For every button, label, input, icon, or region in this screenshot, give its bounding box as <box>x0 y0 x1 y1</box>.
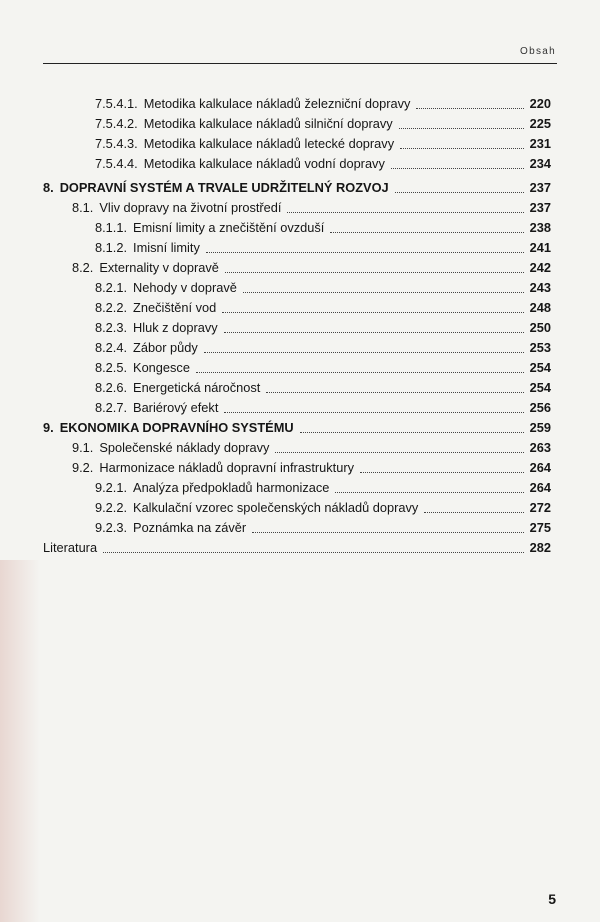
toc-entry-number: 7.5.4.1. <box>95 96 138 111</box>
toc-entry-page: 243 <box>529 280 551 295</box>
toc-entry <box>95 516 551 536</box>
toc-entry-number: 9.1. <box>72 440 94 455</box>
toc-entry-title: Kongesce <box>133 360 190 375</box>
toc-entry <box>95 152 551 172</box>
toc-entry-page: 225 <box>529 116 551 131</box>
toc-entry-title: Zábor půdy <box>133 340 198 355</box>
toc-entry-title: Vliv dopravy na životní prostředí <box>99 200 282 215</box>
dot-leader <box>300 431 524 433</box>
toc-entry-page: 238 <box>529 220 551 235</box>
toc-entry-number: 8.2.6. <box>95 380 128 395</box>
toc-entry <box>95 132 551 152</box>
toc-entry <box>43 176 551 196</box>
toc-entry-title: Bariérový efekt <box>133 400 219 415</box>
toc-entry <box>95 216 551 236</box>
toc-entry-number: 8.2.3. <box>95 320 128 335</box>
toc-entry-number: 7.5.4.4. <box>95 156 138 171</box>
dot-leader <box>266 391 523 393</box>
toc-entry-number: 8.1.2. <box>95 240 128 255</box>
toc-entry <box>95 236 551 256</box>
toc-entry-page: 282 <box>529 540 551 555</box>
toc-entry-title: Znečištění vod <box>133 300 217 315</box>
toc-entry <box>43 416 551 436</box>
dot-leader <box>243 291 524 293</box>
dot-leader <box>395 191 524 193</box>
toc-entry <box>95 316 551 336</box>
toc-entry-number: 9.2. <box>72 460 94 475</box>
toc-entry-title: Emisní limity a znečištění ovzduší <box>133 220 325 235</box>
toc-entry <box>95 296 551 316</box>
toc-entry-number: 8.2.2. <box>95 300 128 315</box>
toc-entry-page: 263 <box>529 440 551 455</box>
toc-entry-title: Imisní limity <box>133 240 200 255</box>
toc-entry-number: 7.5.4.3. <box>95 136 138 151</box>
toc-entry-number: 9.2.2. <box>95 500 128 515</box>
toc-entry <box>95 92 551 112</box>
toc-entry-title: Metodika kalkulace nákladů železniční dopravy <box>143 96 411 111</box>
toc-entry-page: 254 <box>529 360 551 375</box>
toc-entry-title: Hluk z dopravy <box>133 320 218 335</box>
dot-leader <box>399 127 524 129</box>
toc-entry-title: Metodika kalkulace nákladů vodní dopravy <box>143 156 385 171</box>
toc-entry-page: 250 <box>529 320 551 335</box>
toc-entry-page: 264 <box>529 460 551 475</box>
toc-entry-page: 253 <box>529 340 551 355</box>
dot-leader <box>222 311 523 313</box>
toc-entry-page: 242 <box>529 260 551 275</box>
dot-leader <box>224 331 524 333</box>
dot-leader <box>252 531 524 533</box>
toc-entry-page: 234 <box>529 156 551 171</box>
toc-entry-title: Externality v dopravě <box>99 260 219 275</box>
running-header: Obsah <box>520 46 556 57</box>
page-edge-shadow <box>0 560 40 922</box>
toc-entry-page: 231 <box>529 136 551 151</box>
dot-leader <box>416 107 523 109</box>
toc-entry-title: EKONOMIKA DOPRAVNÍHO SYSTÉMU <box>59 420 294 435</box>
toc-entry-number: 9. <box>43 420 54 435</box>
dot-leader <box>400 147 524 149</box>
toc-entry <box>95 276 551 296</box>
toc-entry <box>95 496 551 516</box>
toc-entry-title: Kalkulační vzorec společenských nákladů dopravy <box>133 500 419 515</box>
dot-leader <box>204 351 524 353</box>
toc-entry <box>95 112 551 132</box>
toc-entry-title: Nehody v dopravě <box>133 280 237 295</box>
dot-leader <box>196 371 524 373</box>
toc-entry-title: Metodika kalkulace nákladů letecké dopravy <box>143 136 395 151</box>
dot-leader <box>225 271 524 273</box>
header-rule <box>43 63 557 64</box>
toc-entry-number: 8.1. <box>72 200 94 215</box>
toc-entry <box>95 396 551 416</box>
toc-entry <box>95 476 551 496</box>
toc-entry-number: 8.2.7. <box>95 400 128 415</box>
toc-entry-number: 8.1.1. <box>95 220 128 235</box>
dot-leader <box>275 451 523 453</box>
dot-leader <box>360 471 524 473</box>
dot-leader <box>424 511 523 513</box>
dot-leader <box>330 231 523 233</box>
dot-leader <box>206 251 524 253</box>
toc-entry-page: 237 <box>529 200 551 215</box>
toc-entry-page: 237 <box>529 180 551 195</box>
toc-entry-page: 248 <box>529 300 551 315</box>
dot-leader <box>224 411 523 413</box>
toc-entry-title: Literatura <box>43 540 98 555</box>
page-number: 5 <box>548 891 556 907</box>
toc-entry-page: 254 <box>529 380 551 395</box>
toc-entry-page: 241 <box>529 240 551 255</box>
toc-entry-number: 9.2.1. <box>95 480 128 495</box>
toc-entry <box>72 436 551 456</box>
toc-entry-title: Poznámka na závěr <box>133 520 247 535</box>
toc-entry-number: 8. <box>43 180 54 195</box>
toc-entry <box>95 336 551 356</box>
toc-entry-number: 8.2.5. <box>95 360 128 375</box>
toc-entry <box>95 376 551 396</box>
toc-entry-title: Společenské náklady dopravy <box>99 440 270 455</box>
toc-entry <box>43 536 551 556</box>
toc-entry-page: 220 <box>529 96 551 111</box>
toc-entry-page: 264 <box>529 480 551 495</box>
toc-entry <box>72 456 551 476</box>
toc-entry-title: Energetická náročnost <box>133 380 261 395</box>
toc-entry-number: 9.2.3. <box>95 520 128 535</box>
dot-leader <box>103 551 524 553</box>
toc-entry-number: 8.2. <box>72 260 94 275</box>
toc-entry-title: Analýza předpokladů harmonizace <box>133 480 330 495</box>
dot-leader <box>335 491 523 493</box>
toc-entry-page: 275 <box>529 520 551 535</box>
toc-entry-number: 7.5.4.2. <box>95 116 138 131</box>
toc-entry-page: 256 <box>529 400 551 415</box>
toc-entry-title: Harmonizace nákladů dopravní infrastruktury <box>99 460 354 475</box>
toc-entry <box>95 356 551 376</box>
dot-leader <box>287 211 523 213</box>
toc-entry <box>72 256 551 276</box>
toc-entry-page: 259 <box>529 420 551 435</box>
toc-entry-title: DOPRAVNÍ SYSTÉM A TRVALE UDRŽITELNÝ ROZVOJ <box>59 180 389 195</box>
dot-leader <box>391 167 524 169</box>
toc-entry-page: 272 <box>529 500 551 515</box>
toc-entry <box>72 196 551 216</box>
toc-entry-number: 8.2.1. <box>95 280 128 295</box>
toc-entry-number: 8.2.4. <box>95 340 128 355</box>
toc-entry-title: Metodika kalkulace nákladů silniční dopravy <box>143 116 393 131</box>
